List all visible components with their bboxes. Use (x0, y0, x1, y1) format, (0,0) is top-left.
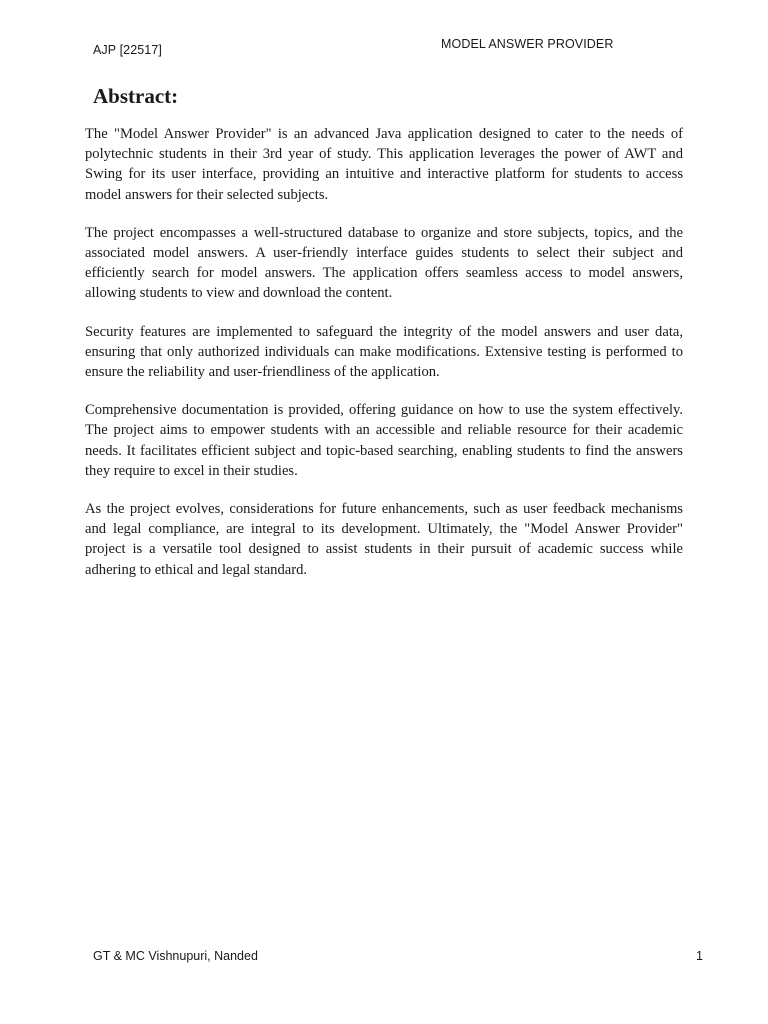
page-number: 1 (696, 949, 703, 963)
footer-institution: GT & MC Vishnupuri, Nanded (93, 949, 258, 963)
abstract-body (85, 124, 683, 598)
header-course-code: AJP [22517] (93, 43, 162, 57)
paragraph-4: Comprehensive documentation is provided, offering guidance on how to use the system effectively. The project aims to empower students with an accessible and reliable resource for their academic needs. It facilitates efficient subject and topic-based searching, enabling students to find the answers they require to excel in their studies. (85, 402, 683, 479)
paragraph-1: The "Model Answer Provider" is an advanced Java application designed to cater to the needs of polytechnic students in their 3rd year of study. This application leverages the power of AWT and Swing for its user interface, providing an intuitive and interactive platform for students to access model answers for their selected subjects. (85, 126, 683, 203)
page-title: Abstract: (93, 84, 179, 108)
paragraph-2: The project encompasses a well-structured database to organize and store subjects, topics, and the associated model answers. A user-friendly interface guides students to select their subject and efficiently search for model answers. The application offers seamless access to model answers, allowing students to view and download the content. (85, 224, 683, 302)
header-project-title: MODEL ANSWER PROVIDER (441, 37, 614, 51)
paragraph-3: Security features are implemented to safeguard the integrity of the model answers and user data, ensuring that only authorized individuals can make modifications. Extensive testing is performed to ensure the reliability and user-friendliness of the application. (85, 323, 683, 381)
paragraph-5: As the project evolves, considerations for future enhancements, such as user feedback mechanisms and legal compliance, are integral to its development. Ultimately, the "Model Answer Provider" project is a versatile tool designed to assist students in their pursuit of academic success while adhering to ethical and legal standard. (85, 501, 683, 578)
